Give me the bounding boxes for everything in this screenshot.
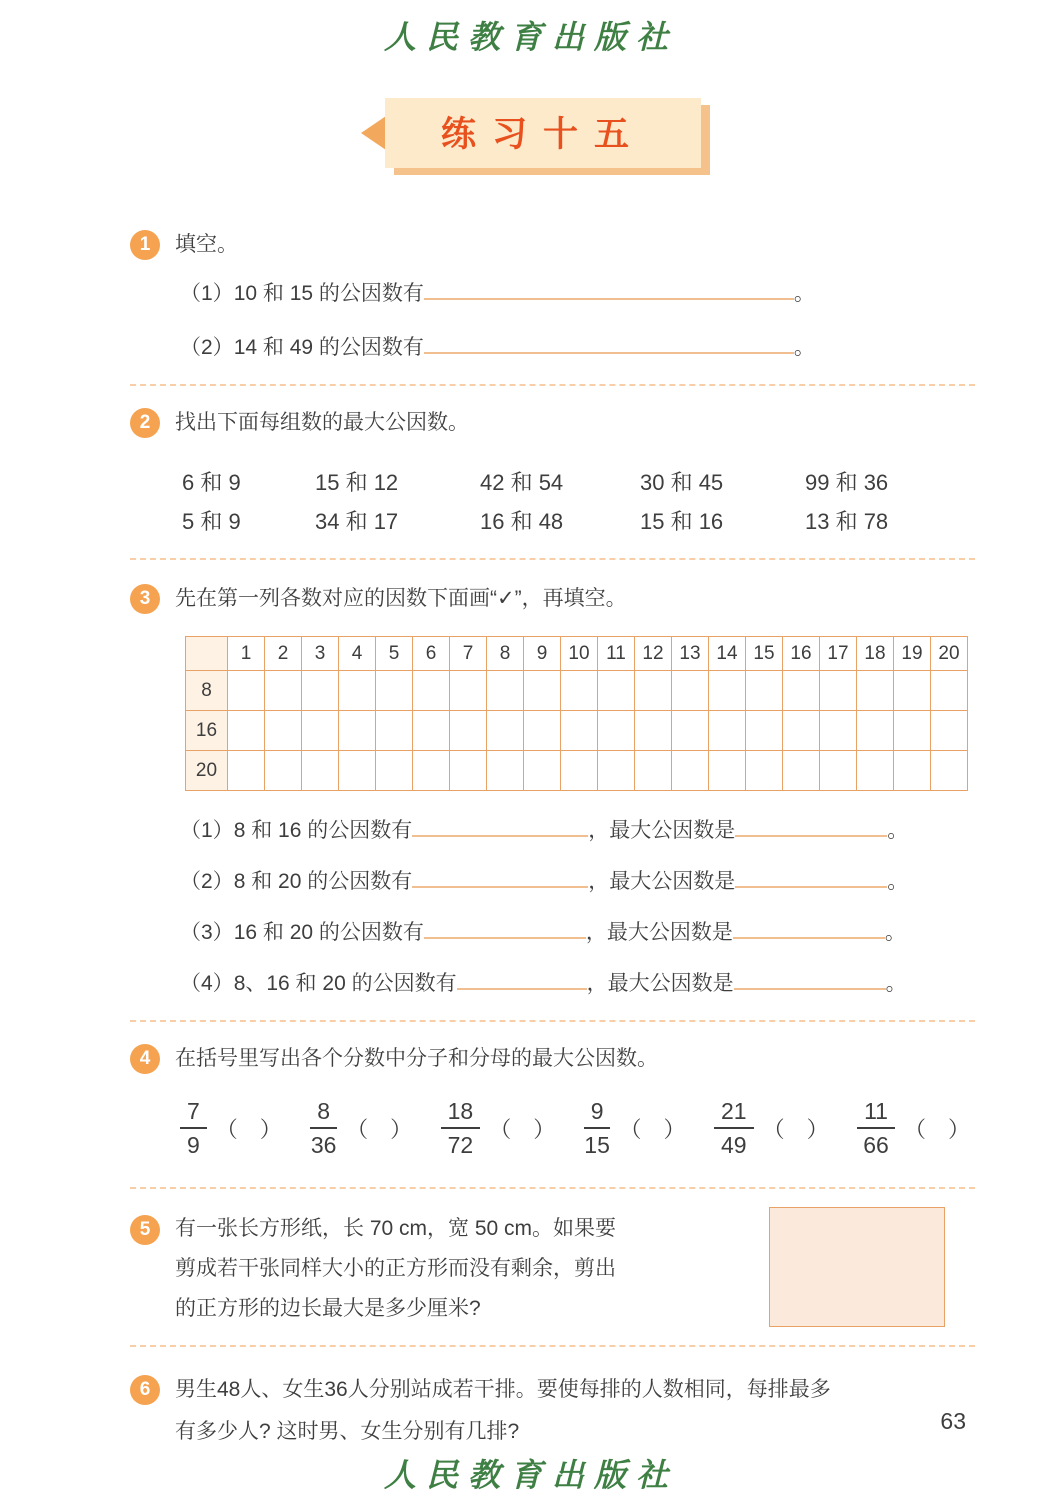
number-pair: 42 和 54 (480, 470, 564, 495)
title-banner-body (385, 98, 701, 168)
factor-table (185, 636, 968, 791)
factor-cell (931, 711, 968, 751)
answer-blank (424, 298, 794, 300)
number-pair: 5 和 9 (182, 509, 241, 534)
factor-cell (857, 711, 894, 751)
factor-cell (635, 671, 672, 711)
col-header: 10 (561, 637, 598, 671)
rectangle-paper-illustration (769, 1207, 945, 1327)
col-header: 6 (413, 637, 450, 671)
item-label: （1） (180, 819, 234, 842)
factor-cell (783, 711, 820, 751)
item-label: （1） (180, 282, 234, 305)
fill-item (180, 328, 975, 368)
factor-cell (561, 711, 598, 751)
item-mid: ，最大公因数是 (588, 870, 736, 893)
denominator: 15 (584, 1132, 610, 1159)
exercise-5 (130, 1209, 975, 1329)
exercise-4-header (130, 1044, 975, 1074)
factor-cell (302, 671, 339, 711)
factor-cell (783, 671, 820, 711)
factor-cell (265, 751, 302, 791)
item-mid: ，最大公因数是 (586, 972, 734, 995)
numerator: 21 (714, 1098, 754, 1129)
number-pairs (182, 466, 975, 536)
fraction-item (714, 1098, 829, 1159)
col-header: 17 (820, 637, 857, 671)
text-line: 男生48人、女生36人分别站成若干排。要使每排的人数相同，每排最多 (175, 1377, 831, 1401)
factor-cell (302, 751, 339, 791)
factor-cell (894, 711, 931, 751)
factor-cell (783, 751, 820, 791)
factor-cell (450, 751, 487, 791)
factor-cell (561, 671, 598, 711)
col-header: 13 (672, 637, 709, 671)
denominator: 66 (863, 1132, 889, 1159)
fraction (310, 1098, 337, 1159)
item-label: （3） (180, 921, 234, 944)
col-header: 15 (746, 637, 783, 671)
col-header: 12 (635, 637, 672, 671)
factor-cell (487, 711, 524, 751)
table-row (186, 711, 968, 751)
exercise-6 (130, 1369, 975, 1453)
factor-cell (598, 711, 635, 751)
publisher-logo-top: 人民教育出版社 (383, 18, 678, 56)
factor-cell (487, 751, 524, 791)
exercise-2-header (130, 408, 975, 438)
answer-blank (412, 835, 588, 837)
factor-cell (265, 671, 302, 711)
col-header: 2 (265, 637, 302, 671)
factor-cell (487, 671, 524, 711)
item-text: 16 和 20 的公因数有 (233, 921, 424, 944)
col-header: 1 (228, 637, 265, 671)
fill-item (180, 274, 975, 314)
table-row (186, 751, 968, 791)
col-header: 16 (783, 637, 820, 671)
number-pair: 16 和 48 (480, 509, 564, 534)
factor-cell (413, 711, 450, 751)
factor-cell (598, 671, 635, 711)
item-period: 。 (887, 819, 909, 842)
text-line: 的正方形的边长最大是多少厘米? (175, 1296, 481, 1320)
fraction (584, 1098, 611, 1159)
factor-cell (376, 671, 413, 711)
section-divider (130, 1345, 975, 1347)
factor-cell (339, 751, 376, 791)
item-period: 。 (885, 972, 907, 995)
exercise-title-banner (0, 98, 1062, 168)
exercise-3-instruction: 先在第一列各数对应的因数下面画“✓”，再填空。 (175, 587, 627, 610)
item-text: 8、16 和 20 的公因数有 (233, 972, 457, 995)
factor-cell (746, 711, 783, 751)
answer-blank (424, 352, 794, 354)
exercise-1-header (130, 230, 975, 260)
page-number: 63 (940, 1408, 966, 1434)
item-period: 。 (884, 921, 906, 944)
exercise-2-badge: 2 (130, 408, 160, 438)
item-text: 8 和 20 的公因数有 (233, 870, 413, 893)
exercise-3 (130, 584, 975, 1004)
answer-bracket: （ ） (215, 1116, 282, 1142)
text-line: 剪成若干张同样大小的正方形而没有剩余，剪出 (175, 1256, 616, 1280)
number-pair: 99 和 36 (805, 470, 889, 495)
factor-cell (339, 671, 376, 711)
col-header: 3 (302, 637, 339, 671)
exercise-3-badge: 3 (130, 584, 160, 614)
answer-bracket: （ ） (762, 1116, 829, 1142)
text-line: 有一张长方形纸，长 70 cm，宽 50 cm。如果要 (175, 1216, 617, 1240)
denominator: 9 (187, 1132, 200, 1159)
fraction-item (584, 1098, 686, 1159)
factor-cell (709, 711, 746, 751)
factor-cell (857, 671, 894, 711)
numerator: 8 (310, 1098, 337, 1129)
factor-cell (635, 711, 672, 751)
exercise-6-text (175, 1369, 831, 1453)
denominator: 72 (447, 1132, 474, 1159)
numerator: 9 (584, 1098, 611, 1129)
table-header-row (186, 637, 968, 671)
factor-cell (709, 751, 746, 791)
factor-cell (931, 671, 968, 711)
publisher-logo-bottom: 人民教育出版社 (383, 1456, 678, 1494)
factor-cell (450, 711, 487, 751)
exercise-1 (130, 230, 975, 368)
col-header: 7 (450, 637, 487, 671)
fraction-item (857, 1098, 970, 1159)
section-divider (130, 1187, 975, 1189)
factor-cell (820, 711, 857, 751)
factor-cell (413, 671, 450, 711)
fraction (857, 1098, 895, 1159)
item-text: 14 和 49 的公因数有 (233, 336, 424, 359)
denominator: 36 (310, 1132, 337, 1159)
page-title: 练习十五 (440, 115, 645, 154)
answer-blank (735, 886, 887, 888)
fraction-list (180, 1098, 970, 1159)
factor-cell (672, 671, 709, 711)
factor-cell (672, 751, 709, 791)
col-header: 8 (487, 637, 524, 671)
item-mid: ，最大公因数是 (585, 921, 733, 944)
number-pair: 15 和 16 (640, 509, 724, 534)
factor-cell (746, 751, 783, 791)
denominator: 49 (720, 1132, 747, 1159)
factor-cell (709, 671, 746, 711)
number-pair-row (182, 466, 975, 497)
item-mid: ，最大公因数是 (588, 819, 736, 842)
factor-cell (635, 751, 672, 791)
answer-bracket: （ ） (346, 1116, 413, 1142)
factor-cell (302, 711, 339, 751)
factor-cell (228, 711, 265, 751)
col-header: 5 (376, 637, 413, 671)
exercise-4-instruction: 在括号里写出各个分数中分子和分母的最大公因数。 (175, 1047, 658, 1070)
exercise-4-badge: 4 (130, 1044, 160, 1074)
fill-item (180, 913, 975, 953)
number-pair: 13 和 78 (805, 509, 889, 534)
fraction (714, 1098, 754, 1159)
answer-blank (735, 835, 887, 837)
fraction-item (310, 1098, 412, 1159)
col-header: 19 (894, 637, 931, 671)
answer-blank (734, 988, 886, 990)
factor-cell (450, 671, 487, 711)
row-label: 20 (186, 751, 228, 791)
col-header: 14 (709, 637, 746, 671)
factor-cell (339, 711, 376, 751)
item-label: （2） (180, 336, 234, 359)
exercise-2-instruction: 找出下面每组数的最大公因数。 (175, 411, 469, 434)
item-period: 。 (793, 282, 815, 305)
fraction-item (441, 1098, 556, 1159)
row-label: 8 (186, 671, 228, 711)
answer-bracket: （ ） (619, 1116, 686, 1142)
col-header: 20 (931, 637, 968, 671)
number-pair: 34 和 17 (315, 509, 399, 534)
exercise-5-badge: 5 (130, 1215, 160, 1245)
row-label: 16 (186, 711, 228, 751)
factor-cell (598, 751, 635, 791)
factor-cell (376, 751, 413, 791)
factor-cell (524, 751, 561, 791)
exercise-5-text (175, 1209, 720, 1329)
answer-bracket: （ ） (489, 1116, 556, 1142)
fraction (180, 1098, 207, 1159)
col-header: 11 (598, 637, 635, 671)
exercise-1-instruction: 填空。 (175, 233, 238, 256)
answer-blank (457, 988, 587, 990)
section-divider (130, 1020, 975, 1022)
section-divider (130, 384, 975, 386)
item-text: 8 和 16 的公因数有 (233, 819, 413, 842)
exercise-2 (130, 408, 975, 536)
factor-cell (265, 711, 302, 751)
item-label: （2） (180, 870, 234, 893)
factor-cell (931, 751, 968, 791)
section-divider (130, 558, 975, 560)
exercise-1-badge: 1 (130, 230, 160, 260)
col-header: 18 (857, 637, 894, 671)
item-period: 。 (793, 336, 815, 359)
number-pair-row (182, 505, 975, 536)
factor-cell (746, 671, 783, 711)
factor-cell (561, 751, 598, 791)
factor-cell (894, 671, 931, 711)
number-pair: 30 和 45 (640, 470, 724, 495)
number-pair: 15 和 12 (315, 470, 399, 495)
factor-cell (672, 711, 709, 751)
fraction (441, 1098, 481, 1159)
factor-cell (820, 671, 857, 711)
factor-cell (376, 711, 413, 751)
factor-cell (894, 751, 931, 791)
item-label: （4） (180, 972, 234, 995)
col-header: 9 (524, 637, 561, 671)
item-text: 10 和 15 的公因数有 (233, 282, 424, 305)
factor-cell (228, 671, 265, 711)
factor-cell (524, 711, 561, 751)
factor-cell (524, 671, 561, 711)
exercise-6-header (130, 1369, 975, 1453)
table-corner-cell (186, 637, 228, 671)
fill-item (180, 811, 975, 851)
number-pair: 6 和 9 (182, 470, 241, 495)
exercise-3-header (130, 584, 975, 614)
item-period: 。 (887, 870, 909, 893)
text-line: 有多少人? 这时男、女生分别有几排? (175, 1419, 520, 1443)
answer-blank (412, 886, 588, 888)
answer-bracket: （ ） (903, 1116, 970, 1142)
numerator: 11 (857, 1098, 895, 1129)
factor-cell (413, 751, 450, 791)
numerator: 18 (441, 1098, 481, 1129)
factor-cell (857, 751, 894, 791)
answer-blank (733, 937, 885, 939)
factor-cell (228, 751, 265, 791)
content-column (0, 230, 1062, 1453)
fraction-item (180, 1098, 282, 1159)
fill-item (180, 862, 975, 902)
answer-blank (424, 937, 586, 939)
fill-item (180, 964, 975, 1004)
col-header: 4 (339, 637, 376, 671)
table-row (186, 671, 968, 711)
exercise-4 (130, 1044, 975, 1159)
numerator: 7 (180, 1098, 207, 1129)
factor-cell (820, 751, 857, 791)
exercise-6-badge: 6 (130, 1375, 160, 1405)
